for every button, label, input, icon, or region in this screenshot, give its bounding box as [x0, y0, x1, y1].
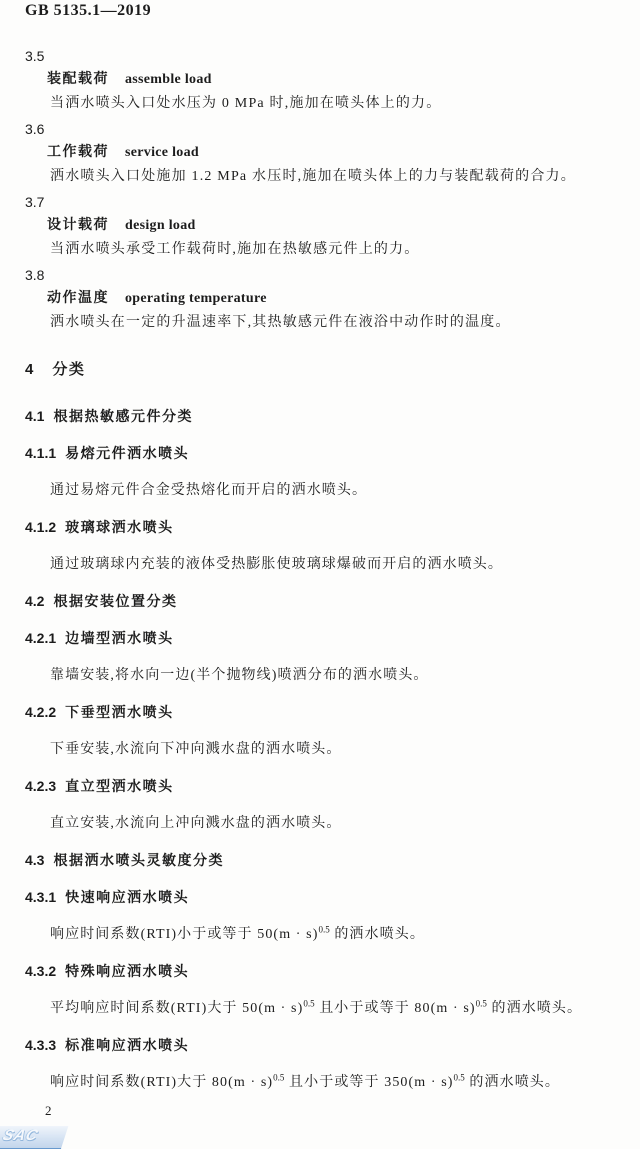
subclause-number: 4.3: [25, 852, 45, 868]
term-definition: 洒水喷头在一定的升温速率下,其热敏感元件在液浴中动作时的温度。: [50, 315, 511, 330]
definition-text: 响应时间系数(RTI)小于或等于 50(m · s): [50, 927, 319, 942]
clause-4-heading: [25, 361, 618, 378]
subclause-title: 下垂型洒水喷头: [65, 704, 174, 720]
subclause-definition: 直立安装,水流向上冲向溅水盘的洒水喷头。: [50, 816, 342, 831]
subclause-definition: 靠墙安装,将水向一边(半个抛物线)喷洒分布的洒水喷头。: [50, 668, 429, 683]
subclause-4-3-3-heading: [25, 1037, 618, 1054]
subclause-definition: 下垂安装,水流向下冲向溅水盘的洒水喷头。: [50, 742, 342, 757]
term-name-en: operating temperature: [125, 291, 267, 306]
term-name-zh: 设计载荷: [47, 216, 109, 232]
subclause-definition: [25, 1000, 618, 1017]
subclause-4-2-1-heading: [25, 630, 618, 647]
terms-section: [25, 48, 618, 331]
subclause-4-2-heading: [25, 593, 618, 610]
definition-text: 且小于或等于 350(m · s): [284, 1075, 454, 1090]
subclause-number: 4.1.2: [25, 519, 57, 535]
term-name-zh: 工作载荷: [47, 143, 109, 159]
subclause-4-2-2-heading: [25, 704, 618, 721]
subclause-number: 4.1.1: [25, 445, 57, 461]
subclause-definition: [25, 926, 618, 943]
term-number: 3.8: [25, 267, 45, 283]
subclause-number: 4.3.1: [25, 889, 57, 905]
term-definition: 当洒水喷头承受工作载荷时,施加在热敏感元件上的力。: [50, 242, 420, 257]
superscript: 0.5: [303, 998, 315, 1009]
document-code: GB 5135.1—2019: [25, 2, 152, 19]
term-name-zh: 装配载荷: [47, 70, 109, 86]
subclause-definition: 通过玻璃球内充装的液体受热膨胀使玻璃球爆破而开启的洒水喷头。: [50, 557, 503, 572]
subclause-definition: [25, 1074, 618, 1091]
subclause-4-3-2-heading: [25, 963, 618, 980]
subclause-number: 4.2: [25, 593, 45, 609]
term-name: [25, 289, 618, 307]
subclause-number: 4.2.2: [25, 704, 57, 720]
subclause-title: 玻璃球洒水喷头: [65, 519, 174, 535]
term-number: 3.7: [25, 194, 45, 210]
subclause-title: 特殊响应洒水喷头: [65, 963, 190, 979]
subclause-definition: 通过易熔元件合金受热熔化而开启的洒水喷头。: [50, 483, 368, 498]
subclause-title: 根据安装位置分类: [53, 593, 178, 609]
subclause-title: 边墙型洒水喷头: [65, 630, 174, 646]
term-name-zh: 动作温度: [47, 289, 109, 305]
subclause-title: 根据洒水喷头灵敏度分类: [53, 852, 224, 868]
subclause-title: 快速响应洒水喷头: [65, 889, 190, 905]
term-definition: 当洒水喷头入口处水压为 0 MPa 时,施加在喷头体上的力。: [50, 96, 442, 111]
term-name-en: service load: [125, 145, 199, 160]
subclause-number: 4.2.3: [25, 778, 57, 794]
definition-text: 响应时间系数(RTI)大于 80(m · s): [50, 1075, 274, 1090]
subclause-title: 根据热敏感元件分类: [53, 408, 193, 424]
term-name-en: assemble load: [125, 72, 212, 87]
term-name: [25, 143, 618, 161]
term-number: 3.6: [25, 121, 45, 137]
term-name: [25, 70, 618, 88]
definition-text: 的洒水喷头。: [486, 1001, 583, 1016]
subclause-number: 4.1: [25, 408, 45, 424]
superscript: 0.5: [475, 998, 487, 1009]
subclause-4-1-heading: [25, 408, 618, 425]
definition-text: 平均响应时间系数(RTI)大于 50(m · s): [50, 1001, 304, 1016]
subclause-number: 4.3.2: [25, 963, 57, 979]
subclause-4-2-3-heading: [25, 778, 618, 795]
definition-text: 的洒水喷头。: [329, 927, 425, 942]
subclause-4-1-1-heading: [25, 445, 618, 462]
subclause-4-3-1-heading: [25, 889, 618, 906]
term-number: 3.5: [25, 48, 45, 64]
subclause-title: 易熔元件洒水喷头: [65, 445, 190, 461]
term-name-en: design load: [125, 218, 196, 233]
sac-logo-text: SAC: [0, 1127, 41, 1144]
subclause-title: 直立型洒水喷头: [65, 778, 174, 794]
superscript: 0.5: [273, 1072, 285, 1083]
term-definition: 洒水喷头入口处施加 1.2 MPa 水压时,施加在喷头体上的力与装配载荷的合力。: [50, 169, 576, 184]
subclause-title: 标准响应洒水喷头: [65, 1037, 190, 1053]
page-number: 2: [45, 1103, 52, 1118]
sac-logo: [0, 1126, 68, 1149]
clause-title: 分类: [52, 361, 86, 378]
definition-text: 且小于或等于 80(m · s): [314, 1001, 476, 1016]
term-name: [25, 216, 618, 234]
clause-number: 4: [25, 361, 34, 378]
superscript: 0.5: [318, 924, 330, 935]
superscript: 0.5: [453, 1072, 465, 1083]
subclause-4-1-2-heading: [25, 519, 618, 536]
definition-text: 的洒水喷头。: [464, 1075, 560, 1090]
subclause-number: 4.3.3: [25, 1037, 57, 1053]
subclause-4-3-heading: [25, 852, 618, 869]
subclause-number: 4.2.1: [25, 630, 57, 646]
